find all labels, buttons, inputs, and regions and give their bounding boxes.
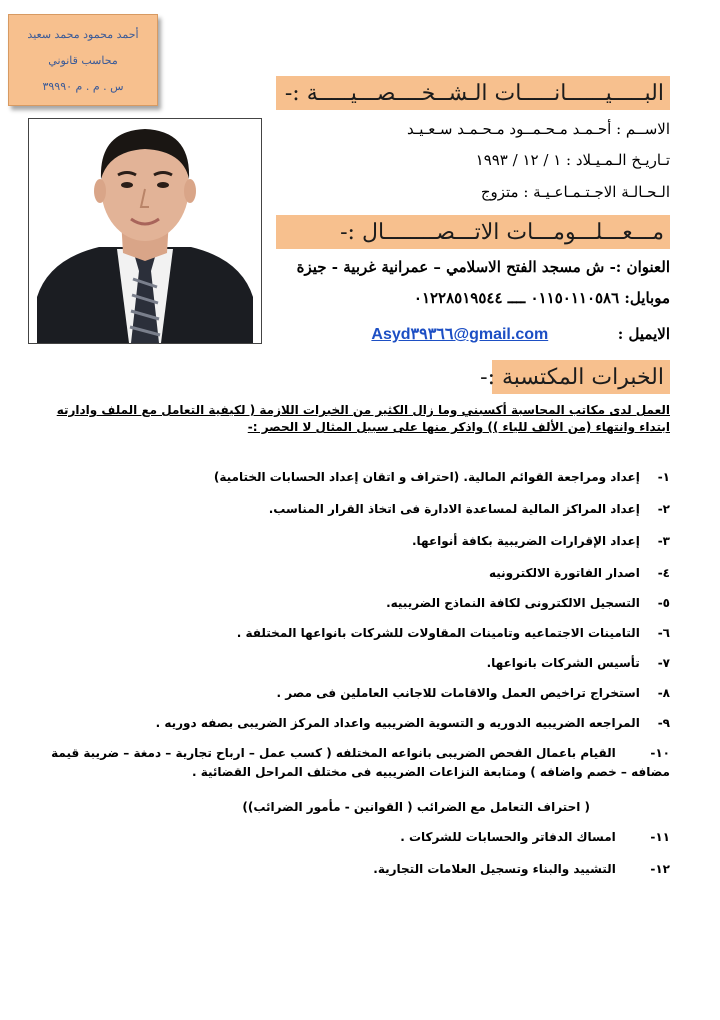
stamp-card	[8, 14, 158, 106]
mobile-line: موبايل: ٠١١٥٠١١٠٥٨٦ ــــ ٠١٢٢٨٥١٩٥٤٤	[413, 289, 670, 307]
list-item: ١- إعداد ومراجعة القوائم المالية. (احتراف و اتقان إعداد الحسابات الختامية)	[213, 470, 670, 484]
list-item: ١٠- القيام باعمال الفحص الضريبى بانواعه المختلفه ( كسب عمل – ارباح تجارية – دمغة – ضريبة قيمة مضافه – خصم واضافه ) ومتابعة النزاعات الضريبيه فى مختلف المراحل القضائية .	[51, 746, 670, 779]
list-item: ١١- امساك الدفاتر والحسابات للشركات .	[400, 830, 670, 844]
list-item: ٦- التامينات الاجتماعيه وتامينات المقاولات للشركات بانواعها المختلفة .	[236, 626, 670, 640]
personal-heading-band	[276, 76, 670, 110]
list-item: ٢- إعداد المراكز المالية لمساعدة الادارة فى اتخاذ القرار المناسب.	[268, 502, 670, 516]
birth-line: تـاريـخ الـمـيـلاد : ١ / ١٢ / ١٩٩٣	[475, 151, 670, 169]
contact-heading-band	[276, 215, 670, 249]
stamp-registry: س . م . م ٣٩٩٩٠	[42, 79, 124, 93]
personal-heading: البـــــيــــــانـــــات الـشــخــــصـــيـــــة :-	[284, 80, 664, 106]
list-item: ٧- تأسيس الشركات بانواعها.	[486, 656, 670, 670]
marital-status-line: الـحـالـة الاجـتـمـاعـيـة : متزوج	[480, 183, 670, 201]
list-item-note: ( احتراف التعامل مع الضرائب ( القوانين - مأمور الضرائب))	[242, 800, 590, 814]
email-label: الايميل :	[617, 325, 670, 343]
experience-heading-band	[480, 360, 670, 394]
list-item: ٨- استخراج تراخيص العمل والاقامات للاجانب العاملين فى مصر .	[276, 686, 670, 700]
experience-intro: العمل لدى مكاتب المحاسبة أكسبني وما زال الكثير من الخبرات اللازمة ( لكيفية التعامل مع الملف وادارته ابتداء وانتهاء (من الألف للياء )) واذكر منها على سبيل المثال لا الحصر :-	[56, 403, 670, 434]
experience-heading: الخبرات المكتسبة :-	[480, 364, 664, 390]
stamp-name: أحمد محمود محمد سعيد	[27, 27, 139, 41]
list-item: ٩- المراجعه الضريبيه الدوريه و التسوية الضريبيه واعداد المركز الضريبى بصفه دوريه .	[155, 716, 670, 730]
email-line	[371, 324, 670, 344]
address-line: العنوان :- ش مسجد الفتح الاسلامي – عمرانية غربية - جيزة	[296, 258, 670, 276]
email-link[interactable]: Asyd٣٩٣٦٦@gmail.com	[371, 326, 549, 343]
list-item: ٥- التسجيل الالكترونى لكافة النماذج الضريبيه.	[386, 596, 670, 610]
list-item: ١٢- التشييد والبناء وتسجيل العلامات التجارية.	[373, 862, 670, 876]
profile-photo	[28, 118, 262, 344]
stamp-title: محاسب قانوني	[48, 53, 118, 67]
list-item: ٣- إعداد الإقرارات الضريبية بكافة أنواعها.	[411, 534, 670, 548]
contact-heading: مـــعـــلـــومـــات الاتـــصــــــــال :-	[340, 219, 664, 245]
list-item: ٤- اصدار الفاتورة الالكترونيه	[488, 566, 670, 580]
name-line: الاســم : أحـمـد مـحـمــود مـحـمـد سـعـيـد	[407, 120, 670, 138]
